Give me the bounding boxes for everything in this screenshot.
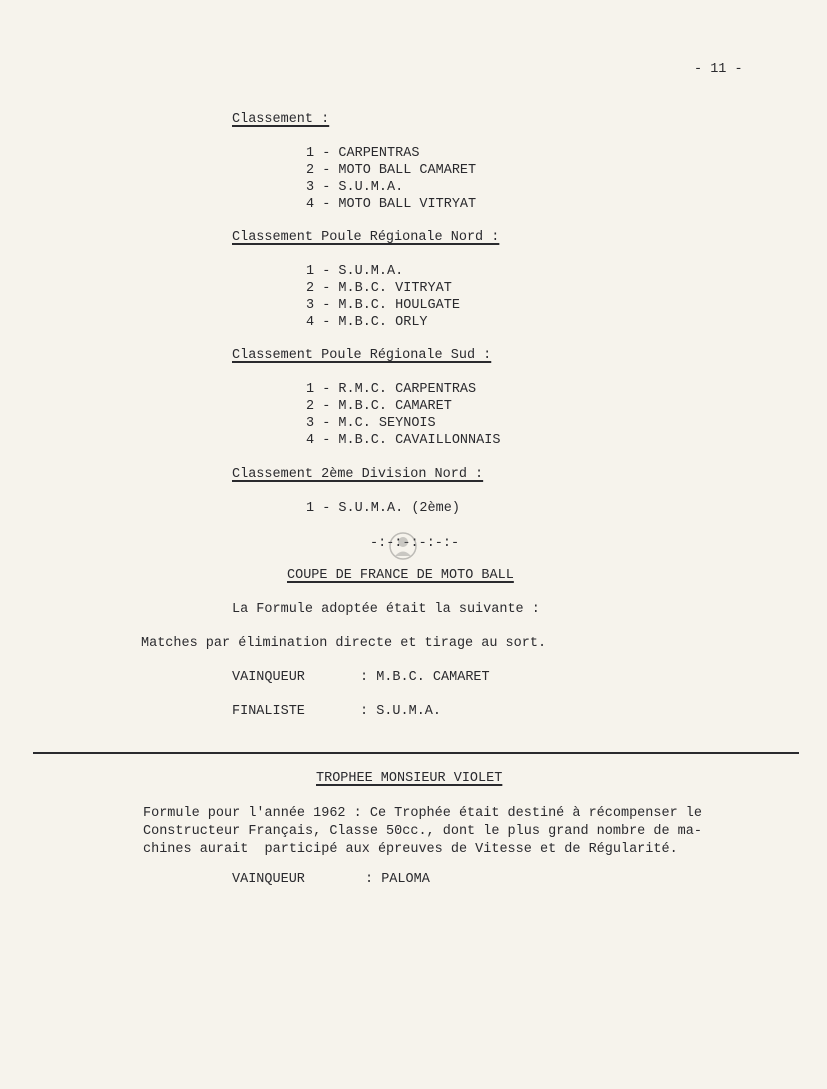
list-item: 2 - M.B.C. VITRYAT bbox=[306, 281, 452, 296]
poule-nord-heading: Classement Poule Régionale Nord : bbox=[232, 230, 500, 245]
trophee-vainqueur-label: VAINQUEUR bbox=[232, 872, 305, 887]
coupe-finaliste-label: FINALISTE bbox=[232, 704, 305, 719]
horizontal-rule bbox=[33, 752, 799, 754]
separator: -:-:-:-:-:- bbox=[370, 536, 460, 551]
list-item: 4 - MOTO BALL VITRYAT bbox=[306, 197, 477, 212]
list-item: 1 - S.U.M.A. bbox=[306, 264, 404, 279]
classement-heading: Classement : bbox=[232, 112, 330, 127]
coupe-intro: La Formule adoptée était la suivante : bbox=[232, 602, 540, 617]
list-item: 3 - M.C. SEYNOIS bbox=[306, 416, 436, 431]
list-item: 4 - M.B.C. ORLY bbox=[306, 315, 428, 330]
list-item: 1 - R.M.C. CARPENTRAS bbox=[306, 382, 477, 397]
stamp-seal-icon bbox=[386, 529, 432, 563]
coupe-vainqueur-value: : M.B.C. CAMARET bbox=[360, 670, 490, 685]
coupe-finaliste-value: : S.U.M.A. bbox=[360, 704, 442, 719]
coupe-heading: COUPE DE FRANCE DE MOTO BALL bbox=[287, 568, 514, 583]
list-item: 3 - S.U.M.A. bbox=[306, 180, 404, 195]
paragraph-line: Constructeur Français, Classe 50cc., dont le plus grand nombre de ma- bbox=[143, 824, 702, 839]
paragraph-line: Formule pour l'année 1962 : Ce Trophée était destiné à récompenser le bbox=[143, 806, 702, 821]
trophee-paragraph bbox=[143, 805, 783, 859]
paragraph-line: chines aurait participé aux épreuves de Vitesse et de Régularité. bbox=[143, 842, 678, 857]
list-item: 2 - M.B.C. CAMARET bbox=[306, 399, 452, 414]
division-nord-heading: Classement 2ème Division Nord : bbox=[232, 467, 484, 482]
trophee-vainqueur-value: : PALOMA bbox=[365, 872, 430, 887]
list-item: 3 - M.B.C. HOULGATE bbox=[306, 298, 460, 313]
poule-sud-heading: Classement Poule Régionale Sud : bbox=[232, 348, 492, 363]
list-item: 1 - CARPENTRAS bbox=[306, 146, 420, 161]
list-item: 4 - M.B.C. CAVAILLONNAIS bbox=[306, 433, 501, 448]
page-number: - 11 - bbox=[694, 62, 743, 77]
coupe-vainqueur-label: VAINQUEUR bbox=[232, 670, 305, 685]
list-item: 2 - MOTO BALL CAMARET bbox=[306, 163, 477, 178]
trophee-heading: TROPHEE MONSIEUR VIOLET bbox=[316, 771, 503, 786]
coupe-method: Matches par élimination directe et tirage au sort. bbox=[141, 636, 547, 651]
list-item: 1 - S.U.M.A. (2ème) bbox=[306, 501, 460, 516]
